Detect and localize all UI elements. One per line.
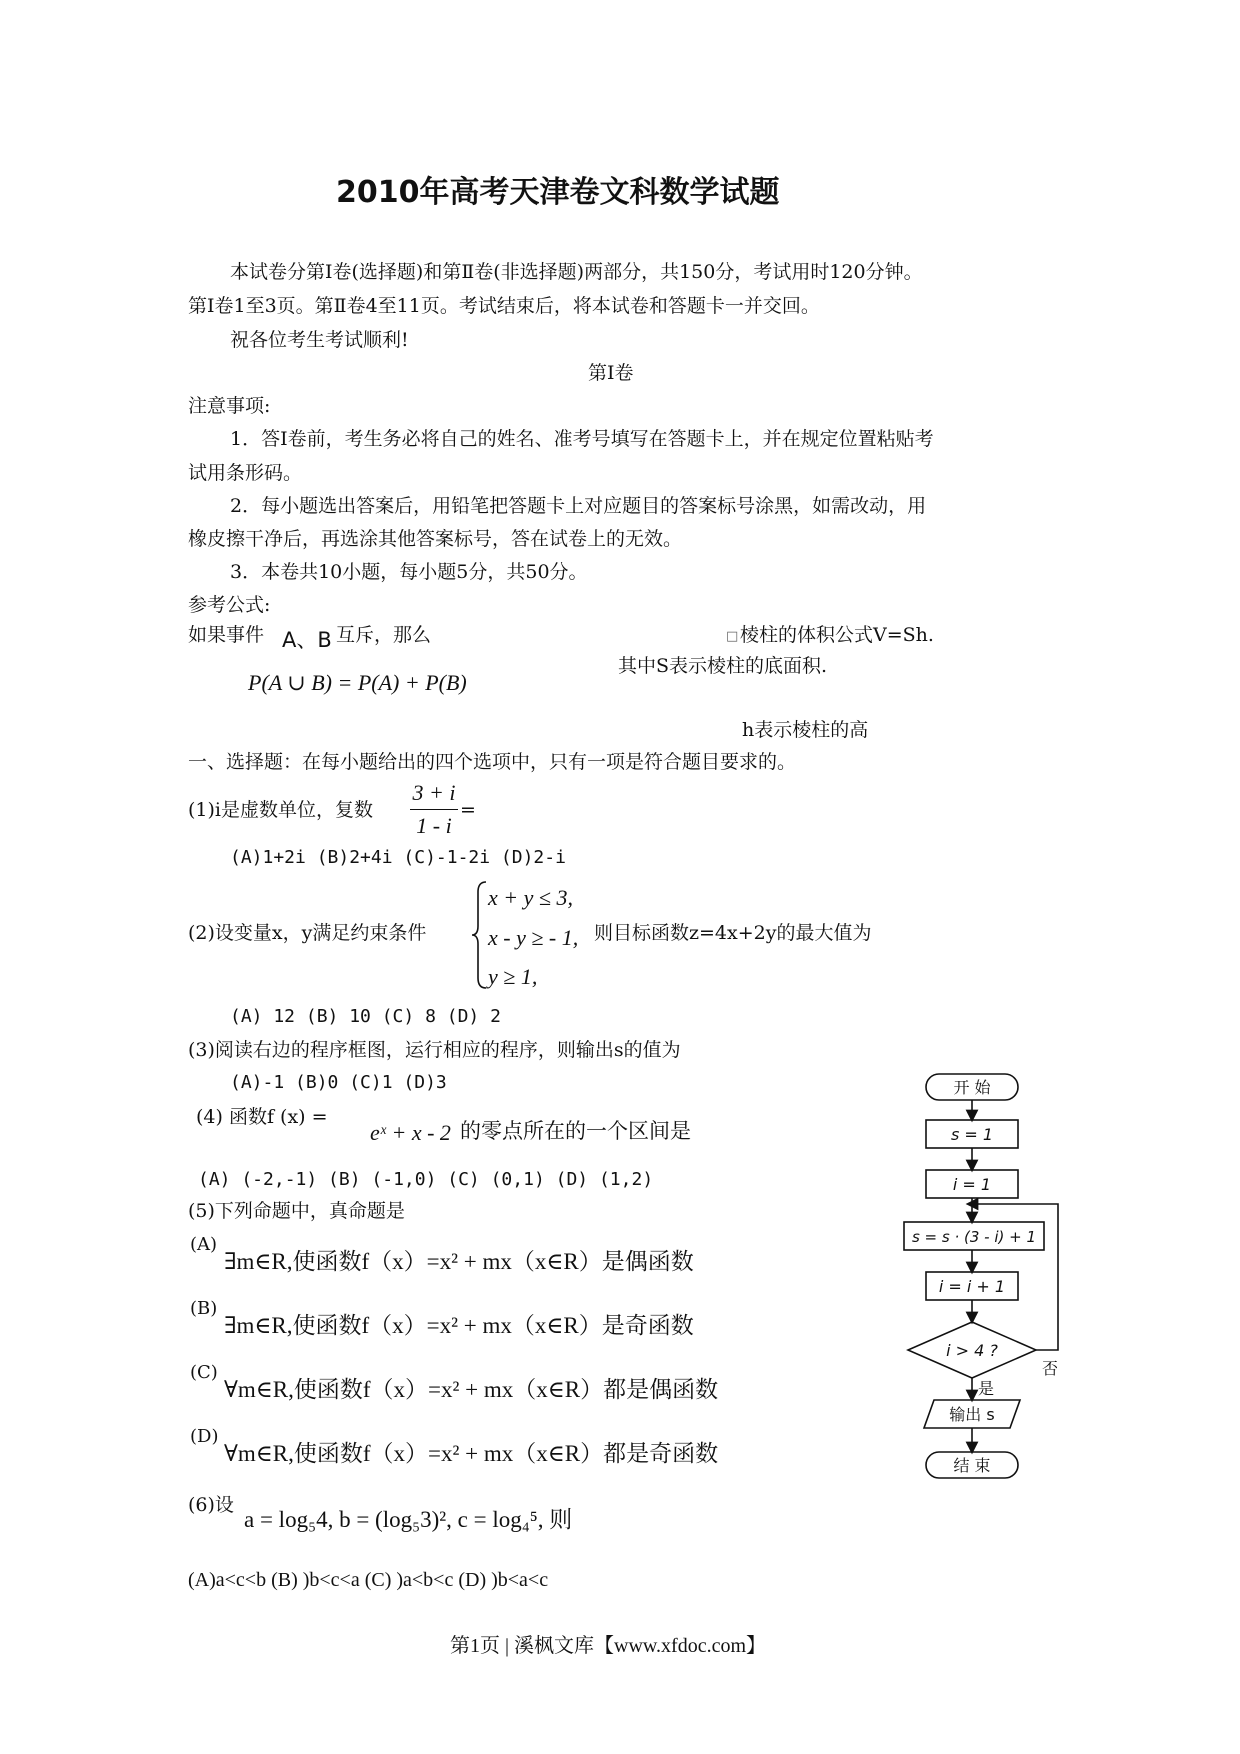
q1-numerator: 3 + i	[412, 780, 456, 805]
prism-marker: □	[726, 629, 739, 644]
part1-heading: 一、选择题：在每小题给出的四个选项中，只有一项是符合题目要求的。	[188, 751, 797, 773]
flow-no-label: 否	[1041, 1359, 1059, 1378]
q4-stem: (4) 函数f (x) =	[196, 1106, 328, 1128]
q3-options: (A)-1 (B)0 (C)1 (D)3	[230, 1072, 447, 1093]
q1-equals: =	[460, 799, 476, 821]
flow-s-update-text: s = s · (3 - i) + 1	[911, 1228, 1037, 1246]
q4-options: (A) (-2,-1) (B) (-1,0) (C) (0,1) (D) (1,2)	[198, 1169, 654, 1190]
q2-tail: 则目标函数z=4x+2y的最大值为	[594, 922, 872, 944]
prism-s-desc: 其中S表示棱柱的底面积.	[618, 655, 828, 677]
q2-options: (A) 12 (B) 10 (C) 8 (D) 2	[230, 1006, 501, 1027]
flow-yes-label: 是	[977, 1379, 995, 1398]
q1-stem: (1)i是虚数单位，复数	[188, 799, 373, 821]
flowchart	[890, 1068, 1070, 1508]
q3-stem: (3)阅读右边的程序框图，运行相应的程序，则输出s的值为	[188, 1039, 681, 1061]
q2-constraint-3: y ≥ 1,	[488, 964, 538, 989]
q5-option-a: ∃m∈R,使函数f（x）=x² + mx（x∈R）是偶函数	[224, 1249, 694, 1274]
event-vars: A、B	[282, 628, 332, 652]
flow-start-text: 开 始	[953, 1078, 991, 1097]
q2-stem: (2)设变量x，y满足约束条件	[188, 922, 427, 944]
q5-option-d: ∀m∈R,使函数f（x）=x² + mx（x∈R）都是奇函数	[224, 1441, 719, 1466]
q5-option-b-label: (B)	[190, 1298, 218, 1319]
q4-function: eˣ + x - 2	[370, 1120, 451, 1145]
intro-line-1: 本试卷分第Ⅰ卷(选择题)和第Ⅱ卷(非选择题)两部分，共150分，考试用时120分钟。	[230, 261, 923, 283]
intro-line-3: 祝各位考生考试顺利!	[230, 329, 409, 351]
q2-constraint-2: x - y ≥ - 1,	[488, 925, 579, 950]
event-prefix: 如果事件	[188, 624, 265, 646]
section-title: 第Ⅰ卷	[588, 362, 634, 384]
event-suffix: 互斥，那么	[336, 624, 432, 646]
q2-constraint-1: x + y ≤ 3,	[488, 885, 573, 910]
q6-expression: a = log₅4, b = (log₅3)², c = log₄⁵, 则	[244, 1507, 573, 1532]
notice-item-3: 3．本卷共10小题，每小题5分，共50分。	[230, 561, 588, 583]
q5-option-d-label: (D)	[190, 1426, 219, 1447]
notice-item-1b: 试用条形码。	[188, 462, 303, 484]
q1-options: (A)1+2i (B)2+4i (C)-1-2i (D)2-i	[230, 847, 566, 868]
q1-denominator: 1 - i	[416, 813, 452, 838]
flow-i-init-text: i = 1	[952, 1175, 992, 1194]
q4-tail: 的零点所在的一个区间是	[460, 1119, 691, 1143]
q5-option-c-label: (C)	[190, 1362, 218, 1383]
probability-formula: P(A ∪ B) = P(A) + P(B)	[248, 670, 467, 695]
flow-output-text: 输出 s	[949, 1405, 995, 1424]
formulas-heading: 参考公式:	[188, 594, 271, 616]
flow-condition-text: i > 4 ?	[946, 1341, 998, 1360]
page-title: 2010年高考天津卷文科数学试题	[336, 175, 780, 210]
q2-brace	[470, 880, 490, 990]
notice-item-2a: 2．每小题选出答案后，用铅笔把答题卡上对应题目的答案标号涂黑，如需改动，用	[230, 495, 927, 517]
q1-fraction	[410, 780, 458, 839]
q5-option-b: ∃m∈R,使函数f（x）=x² + mx（x∈R）是奇函数	[224, 1313, 694, 1338]
q5-option-a-label: (A)	[190, 1234, 218, 1255]
page-footer: 第1页 | 溪枫文库【www.xfdoc.com】	[450, 1635, 767, 1657]
q6-options: (A)a<c<b (B) )b<c<a (C) )a<b<c (D) )b<a<c	[188, 1569, 549, 1591]
flow-s-init-text: s = 1	[950, 1125, 994, 1144]
notice-item-2b: 橡皮擦干净后，再选涂其他答案标号，答在试卷上的无效。	[188, 528, 683, 550]
q5-option-c: ∀m∈R,使函数f（x）=x² + mx（x∈R）都是偶函数	[224, 1377, 719, 1402]
notice-heading: 注意事项:	[188, 395, 271, 417]
intro-line-2: 第Ⅰ卷1至3页。第Ⅱ卷4至11页。考试结束后，将本试卷和答题卡一并交回。	[188, 295, 820, 317]
q5-stem: (5)下列命题中，真命题是	[188, 1200, 405, 1222]
notice-item-1a: 1．答Ⅰ卷前，考生务必将自己的姓名、准考号填写在答题卡上，并在规定位置粘贴考	[230, 428, 934, 450]
prism-volume-formula: 棱柱的体积公式V=Sh.	[740, 624, 934, 646]
prism-h-desc: h表示棱柱的高	[742, 719, 869, 741]
flow-end-text: 结 束	[953, 1456, 991, 1475]
q6-stem: (6)设	[188, 1494, 234, 1516]
flow-i-update-text: i = i + 1	[938, 1277, 1006, 1296]
